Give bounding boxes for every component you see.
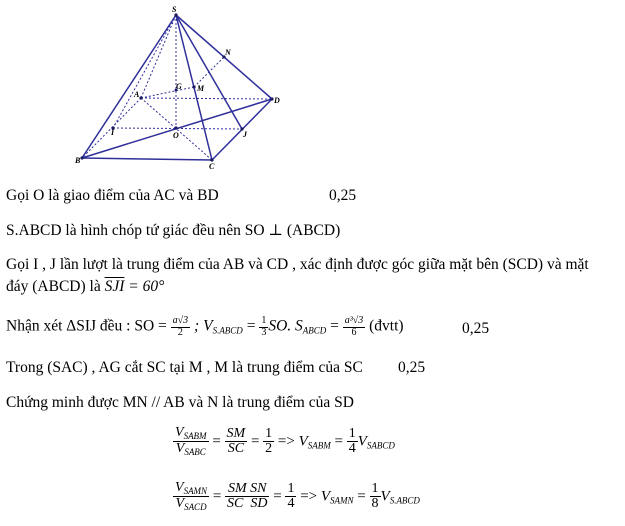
area-subscript: ABCD [302,325,327,336]
text-intersection-o: Gọi O là giao điểm của AC và BD [6,187,219,204]
equation-ratio-samn: $\frac{V_{SAMN}}{V_{SACD}}$ = $\frac{\text{SM SN}}{\text{SC SD}}$ = $\frac{1}{4}$ => $V_{SAMN}$ = $\frac{1}{8}$ $V_{S.ABCD}$ [175,480,420,513]
score-1: 0,25 [329,187,357,204]
so-times-area: SO. S [268,317,303,335]
label-s: S [172,5,177,14]
frac-vsabm-vsabc: $\frac{V_{SABM}}{V_{SABC}}$ [175,425,207,458]
text-midpoints-ij: Gọi I , J lần lượt là trung điểm của AB và CD , xác định được góc giữa mặt bên (SCD) và mặt [6,256,589,273]
edge-bc [82,158,212,160]
volume-symbol: ; V [190,317,213,335]
angle-value: = 60° [124,278,165,295]
line-ag-sc [6,359,426,377]
frac-vsamn-vsacd: $\frac{V_{SAMN}}{V_{SACD}}$ [175,480,208,513]
label-a: A [134,90,140,99]
text-mn-parallel: Chứng minh được MN // AB và N là trung điểm của SD [6,394,354,411]
edge-sa [141,15,176,98]
unit-label: (đvtt) [365,317,404,335]
label-c: C [209,162,215,171]
pyramid-diagram [0,0,300,172]
line-intersection-o [6,187,357,205]
label-g: G [176,82,182,91]
segment-si [113,15,176,128]
text-equilateral: Nhận xét ΔSIJ đều : SO = [6,317,171,335]
edge-ad [141,98,272,99]
label-n: N [225,48,231,57]
text-angle-prefix: đáy (ABCD) là [6,278,105,295]
equation-ratio-sabm: $\frac{V_{SABM}}{V_{SABC}}$ = $\frac{SM}{SC}$ = $\frac{1}{2}$ => $V_{SABM}$ = $\frac{1}{4}$ $V_{SABCD}$ [175,425,395,458]
label-o: O [173,131,179,140]
label-d: D [274,96,280,105]
pyramid-figure [0,0,300,172]
label-j: J [243,130,247,139]
text-ag-sc: Trong (SAC) , AG cắt SC tại M , M là trung điểm của SC [6,359,363,376]
line-regular-pyramid [6,221,340,240]
implies-1: => [277,433,295,450]
line-mn-parallel [6,394,354,412]
label-b: B [75,156,81,165]
implies-2: => [300,488,318,505]
line-midpoints-ij [6,256,589,274]
score-2: 0,25 [462,320,490,337]
label-i: I [111,128,115,137]
segment-mn [194,57,224,87]
frac-one-quarter: $\frac{1}{4}$ [348,425,356,457]
fraction-so: $\frac{a√3}{2}$ [172,315,189,338]
line-angle [6,278,164,296]
line-volume-sabcd: Nhận xét ΔSIJ đều : SO = $\frac{a√3}{2}$ ; $V_{S.ABCD}$ = $\frac{1}{3}$ SO. $S_{ABCD}$ = $\frac{\text{a³√3}}{6}$ (đvtt) 0,25 [6,315,490,338]
label-m: M [197,84,205,93]
angle-sji: $\overline{SJI}$ [104,278,125,295]
edge-sb [82,15,176,158]
frac-one-eighth: $\frac{1}{8}$ [371,480,379,512]
frac-sm-sn-sc-sd: $\frac{\text{SM SN}}{\text{SC SD}}$ [227,480,268,512]
volume-subscript: S.ABCD [212,325,243,336]
fraction-one-third: $\frac{1}{3}$ [261,315,267,338]
fraction-volume-result: $\frac{\text{a³√3}}{6}$ [344,315,364,338]
frac-one-quarter-2: $\frac{1}{4}$ [287,480,295,512]
score-3: 0,25 [398,359,426,376]
segment-am [141,87,194,98]
frac-one-half: $\frac{1}{2}$ [265,425,273,457]
frac-sm-sc: $\frac{SM}{SC}$ [226,425,246,457]
text-regular-pyramid: S.ABCD là hình chóp tứ giác đều nên SO ⊥ (ABCD) [6,222,341,239]
